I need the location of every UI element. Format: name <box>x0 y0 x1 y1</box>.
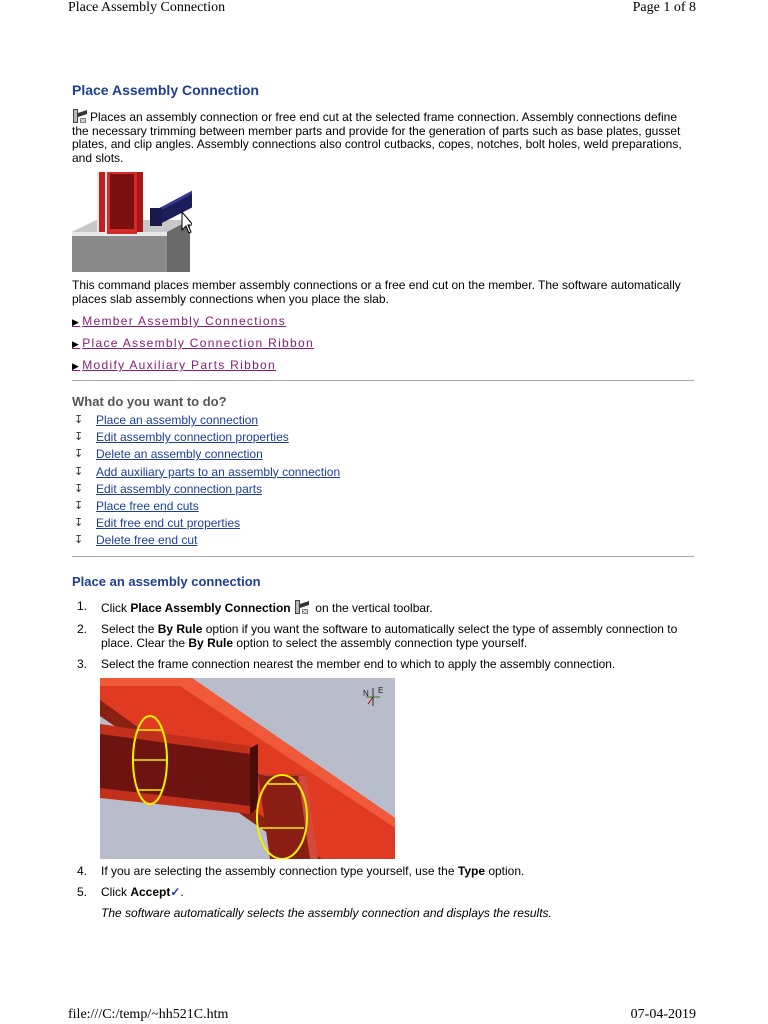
step-text: option if you want the software to automatically select the type of assembly connection to place. Clear the <box>101 622 678 650</box>
link-place-assembly-connection-ribbon[interactable] <box>72 335 314 357</box>
result-text: The software automatically selects the assembly connection and displays the results. <box>101 906 552 920</box>
link-label: Place Assembly Connection Ribbon <box>82 336 314 350</box>
step-5 <box>72 885 692 899</box>
command-name: Place Assembly Connection <box>130 601 291 615</box>
assembly-connection-tool-icon <box>72 108 88 124</box>
task-link-item[interactable] <box>74 533 340 550</box>
checkmark-icon: ✓ <box>170 885 181 899</box>
intro-text: Places an assembly connection or free end cut at the selected frame connection. Assembly connections define the necessary trimming between member parts and provide for the generation of parts such as base plates, gusset plates, and clip angles. Assembly connections also control cutbacks, copes, notches, bolt holes, weld preparations, and slots. <box>72 110 682 165</box>
task-link-item[interactable] <box>74 447 340 464</box>
step-4 <box>72 864 692 878</box>
step-text: Click <box>101 601 131 615</box>
step-number: 2. <box>77 622 88 636</box>
procedure-steps-continued <box>72 864 692 899</box>
step-text: option to select the assembly connection type yourself. <box>233 636 528 650</box>
task-link-item[interactable] <box>74 413 340 430</box>
section-title: Place an assembly connection <box>72 574 261 589</box>
task-link[interactable]: Edit assembly connection parts <box>96 481 263 496</box>
down-arrow-icon: ↧ <box>74 482 84 495</box>
step-text: option. <box>485 864 525 878</box>
down-arrow-icon: ↧ <box>74 448 84 461</box>
task-link-item[interactable] <box>74 516 340 533</box>
down-arrow-icon: ↧ <box>74 499 84 512</box>
print-footer-path: file:///C:/temp/~hh521C.htm <box>68 1007 229 1022</box>
step-3 <box>72 657 692 671</box>
step-text: Select the frame connection nearest the member end to which to apply the assembly connection. <box>101 657 616 671</box>
step-text: Select the <box>101 622 158 636</box>
overview-paragraph: This command places member assembly connections or a free end cut on the member. The software automatically places slab assembly connections when you place the slab. <box>72 278 681 306</box>
command-name: Accept <box>130 885 171 899</box>
step-number: 5. <box>77 885 88 899</box>
link-modify-auxiliary-parts-ribbon[interactable] <box>72 357 314 379</box>
divider <box>72 380 694 381</box>
step-text: Click <box>101 885 131 899</box>
expand-triangle-icon: ▶ <box>72 361 81 371</box>
link-label: Member Assembly Connections <box>82 314 287 328</box>
down-arrow-icon: ↧ <box>74 414 84 426</box>
link-member-assembly-connections[interactable] <box>72 313 314 335</box>
print-header-title: Place Assembly Connection <box>68 0 226 15</box>
option-name: Type <box>457 864 485 878</box>
step-number: 1. <box>77 599 88 613</box>
task-link-item[interactable] <box>74 465 340 482</box>
assembly-connection-tool-icon <box>294 599 310 615</box>
assembly-connection-illustration <box>72 172 192 277</box>
print-header-page: Page 1 of 8 <box>632 0 696 15</box>
print-header <box>68 0 696 16</box>
step-number: 4. <box>77 864 88 878</box>
task-link[interactable]: Edit assembly connection properties <box>96 430 289 445</box>
down-arrow-icon: ↧ <box>74 465 84 478</box>
task-link-item[interactable] <box>74 499 340 516</box>
print-footer-date: 07-04-2019 <box>630 1007 696 1022</box>
step-text: on the vertical toolbar. <box>311 601 433 615</box>
svg-text:E: E <box>378 686 384 695</box>
intro-paragraph <box>72 108 692 165</box>
down-arrow-icon: ↧ <box>74 517 84 530</box>
down-arrow-icon: ↧ <box>74 534 84 547</box>
step-2 <box>72 622 692 650</box>
divider <box>72 556 694 557</box>
task-link[interactable]: Place an assembly connection <box>96 413 259 427</box>
expand-triangle-icon: ▶ <box>72 339 81 349</box>
step-text: . <box>180 885 184 899</box>
task-link[interactable]: Delete free end cut <box>96 533 198 548</box>
what-do-you-want-heading: What do you want to do? <box>72 394 227 409</box>
task-link[interactable]: Place free end cuts <box>96 498 199 513</box>
task-link[interactable]: Edit free end cut properties <box>96 516 241 531</box>
expand-triangle-icon: ▶ <box>72 317 81 327</box>
page-title: Place Assembly Connection <box>72 82 259 98</box>
svg-text:N: N <box>363 689 369 698</box>
down-arrow-icon: ↧ <box>74 431 84 444</box>
step-number: 3. <box>77 657 88 671</box>
task-link[interactable]: Add auxiliary parts to an assembly connection <box>96 464 341 479</box>
task-link-item[interactable] <box>74 430 340 447</box>
step-text: If you are selecting the assembly connection type yourself, use the <box>101 864 458 878</box>
task-link-item[interactable] <box>74 482 340 499</box>
step-1 <box>72 599 692 615</box>
print-footer <box>68 1007 696 1023</box>
option-name: By Rule <box>157 622 203 636</box>
task-link-list <box>74 413 340 551</box>
task-link[interactable]: Delete an assembly connection <box>96 447 263 462</box>
link-label: Modify Auxiliary Parts Ribbon <box>82 358 276 372</box>
frame-connection-screenshot <box>100 678 395 864</box>
procedure-steps <box>72 599 692 671</box>
option-name: By Rule <box>188 636 234 650</box>
ribbon-links <box>72 313 314 379</box>
